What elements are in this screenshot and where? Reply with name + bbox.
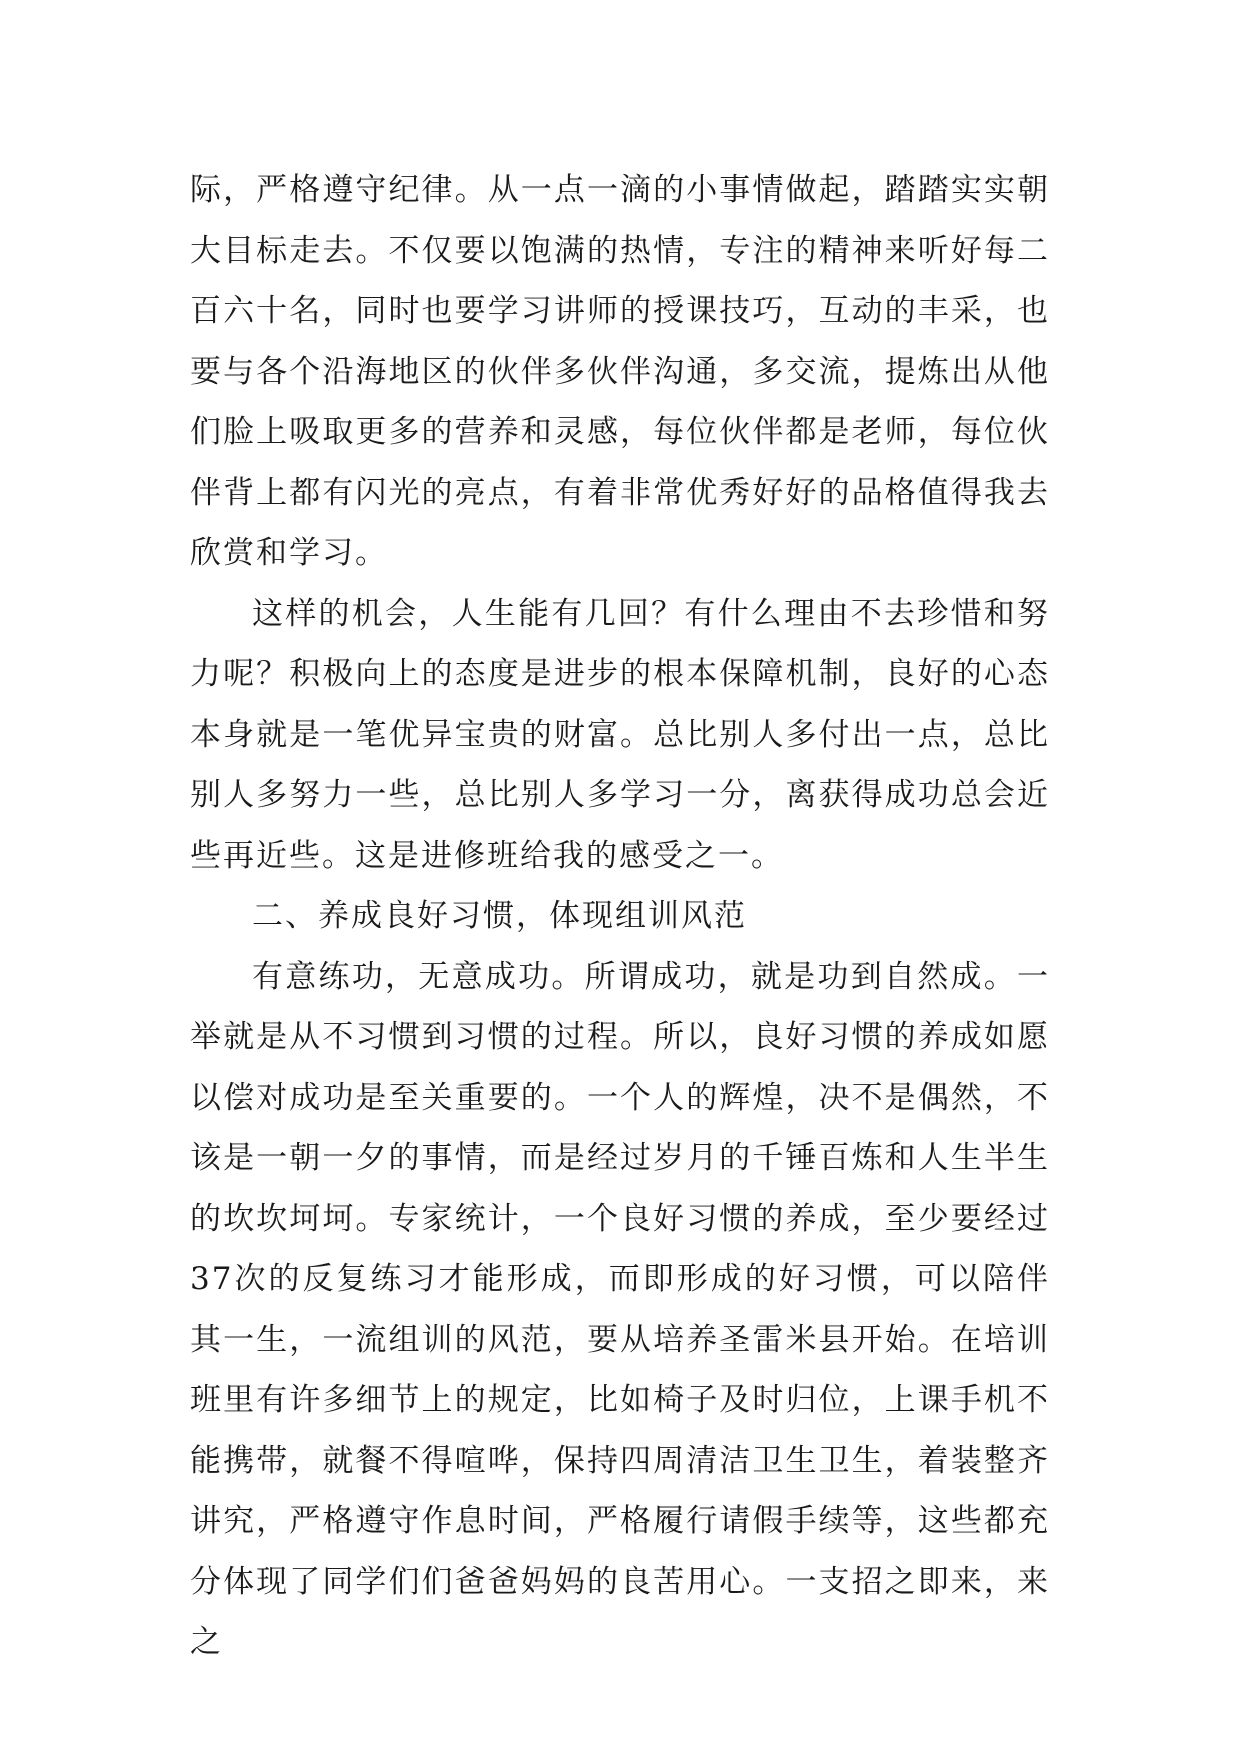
- paragraph-1: 际，严格遵守纪律。从一点一滴的小事情做起，踏踏实实朝大目标走去。不仅要以饱满的热情，专注的精神来听好每二百六十名，同时也要学习讲师的授课技巧，互动的丰采，也要与各个沿海地区的伙伴多伙伴沟通，多交流，提炼出从他们脸上吸取更多的营养和灵感，每位伙伴都是老师，每位伙伴背上都有闪光的亮点，有着非常优秀好好的品格值得我去欣赏和学习。: [190, 172, 1050, 571]
- section-heading: 二、养成良好习惯，体现组训风范: [252, 898, 747, 934]
- paragraph-2: 这样的机会，人生能有几回？有什么理由不去珍惜和努力呢？积极向上的态度是进步的根本保障机制，良好的心态本身就是一笔优异宝贵的财富。总比别人多付出一点，总比别人多努力一些，总比别人多学习一分，离获得成功总会近些再近些。这是进修班给我的感受之一。: [190, 595, 1050, 874]
- body-text: [190, 160, 1050, 1673]
- paragraph-3: 有意练功，无意成功。所谓成功，就是功到自然成。一举就是从不习惯到习惯的过程。所以，良好习惯的养成如愿以偿对成功是至关重要的。一个人的辉煌，决不是偶然，不该是一朝一夕的事情，而是经过岁月的千锤百炼和人生半生的坎坎坷坷。专家统计，一个良好习惯的养成，至少要经过37次的反复练习才能形成，而即形成的好习惯，可以陪伴其一生，一流组训的风范，要从培养圣雷米县开始。在培训班里有许多细节上的规定，比如椅子及时归位，上课手机不能携带，就餐不得喧哗，保持四周清洁卫生卫生，着装整齐讲究，严格遵守作息时间，严格履行请假手续等，这些都充分体现了同学们们爸爸妈妈的良苦用心。一支招之即来，来之: [190, 958, 1050, 1660]
